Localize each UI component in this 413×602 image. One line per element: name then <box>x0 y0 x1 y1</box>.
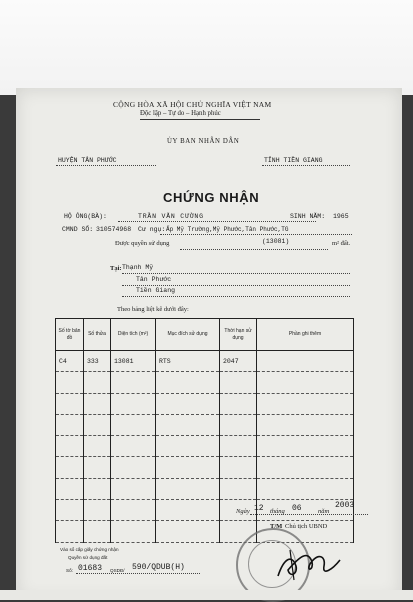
nation-heading: CỘNG HÒA XÃ HỘI CHỦ NGHĨA VIỆT NAM <box>113 100 272 109</box>
scan-top-margin <box>0 0 413 95</box>
location-line-2: Tân Phước <box>136 276 172 283</box>
registry-code: 590/QDUB(H) <box>132 563 185 572</box>
col-header-map-sheet: Số tờ bản đồ <box>56 319 84 351</box>
location-line-1: Thạnh Mỹ <box>122 264 154 271</box>
cell-notes <box>257 351 354 372</box>
date-prefix: Ngày <box>236 508 250 515</box>
date-month: 06 <box>292 504 302 513</box>
dotted-line <box>160 234 352 235</box>
col-header-term: Thời hạn sử dụng <box>220 319 257 351</box>
dotted-line <box>122 285 350 286</box>
location-label: Tại: <box>110 265 122 272</box>
certificate-title: CHỨNG NHẬN <box>163 190 260 205</box>
residence-address: Ấp Mỹ Trường,Mỹ Phước,Tân Phước,TG <box>166 226 289 233</box>
table-row-empty <box>56 372 354 393</box>
dotted-line <box>76 573 200 574</box>
cell-purpose: RTS <box>156 351 220 372</box>
date-year-label: năm <box>318 508 330 515</box>
registry-number-label: Số: <box>66 568 73 573</box>
cell-map-sheet: C4 <box>56 351 84 372</box>
birth-year: 1965 <box>333 213 349 220</box>
date-day: 12 <box>254 504 264 513</box>
dotted-line <box>122 296 350 297</box>
signer-title: Chủ tịch UBND <box>285 523 328 530</box>
table-row-empty <box>56 500 354 521</box>
col-header-area: Diện tích (m²) <box>111 319 156 351</box>
table-header-row <box>56 319 354 351</box>
residence-label: Cư ngụ: <box>138 226 166 233</box>
date-month-label: tháng <box>270 508 285 515</box>
signature <box>270 536 350 586</box>
birth-label: SINH NĂM: <box>290 213 326 220</box>
owner-name: TRẦN VĂN CƯỜNG <box>138 213 204 220</box>
motto: Độc lập – Tự do – Hạnh phúc <box>140 110 221 117</box>
dotted-line <box>118 221 316 222</box>
cmnd-number: 310574968 <box>96 226 132 233</box>
date-year: 2003 <box>335 501 355 510</box>
registry-number: 01683 <box>78 564 103 573</box>
usage-unit: m² đất. <box>332 240 351 247</box>
registry-line-1: Vào sổ cấp giấy chứng nhận <box>60 547 119 552</box>
table-row-empty <box>56 478 354 499</box>
col-header-purpose: Mục đích sử dụng <box>156 319 220 351</box>
owner-label: HỘ ÔNG(BÀ): <box>64 213 107 220</box>
province-name: TỈNH TIỀN GIANG <box>264 157 323 164</box>
dotted-line <box>56 165 156 166</box>
motto-underline <box>140 119 260 120</box>
land-parcel-table <box>55 318 354 543</box>
dotted-line <box>250 514 368 515</box>
location-line-3: Tiền Giang <box>136 287 176 294</box>
district-name: HUYỆN TÂN PHƯỚC <box>58 157 117 164</box>
cell-term: 2047 <box>220 351 257 372</box>
usage-area: (13081) <box>262 238 290 245</box>
dotted-line <box>122 273 350 274</box>
signer-prefix: T/M <box>270 523 283 530</box>
registry-book-label: QSDĐ/ <box>110 568 125 573</box>
table-caption: Theo bảng liệt kê dưới đây: <box>117 306 189 313</box>
cell-area: 13081 <box>111 351 156 372</box>
dotted-line <box>180 249 328 250</box>
table-row <box>56 351 354 372</box>
cell-parcel-number: 333 <box>84 351 111 372</box>
table-row-empty <box>56 457 354 478</box>
table-row-empty <box>56 436 354 457</box>
scan-bottom-margin <box>0 590 413 600</box>
usage-label: Được quyền sử dụng <box>115 240 170 247</box>
table-row-empty <box>56 393 354 414</box>
dotted-line <box>262 165 350 166</box>
table-row-empty <box>56 414 354 435</box>
cmnd-label: CMND SỐ: <box>62 226 94 233</box>
col-header-notes: Phần ghi thêm <box>257 319 354 351</box>
registry-line-2: Quyền sử dụng đất <box>68 555 108 560</box>
col-header-parcel-number: Số thửa <box>84 319 111 351</box>
committee-heading: ỦY BAN NHÂN DÂN <box>167 138 240 145</box>
